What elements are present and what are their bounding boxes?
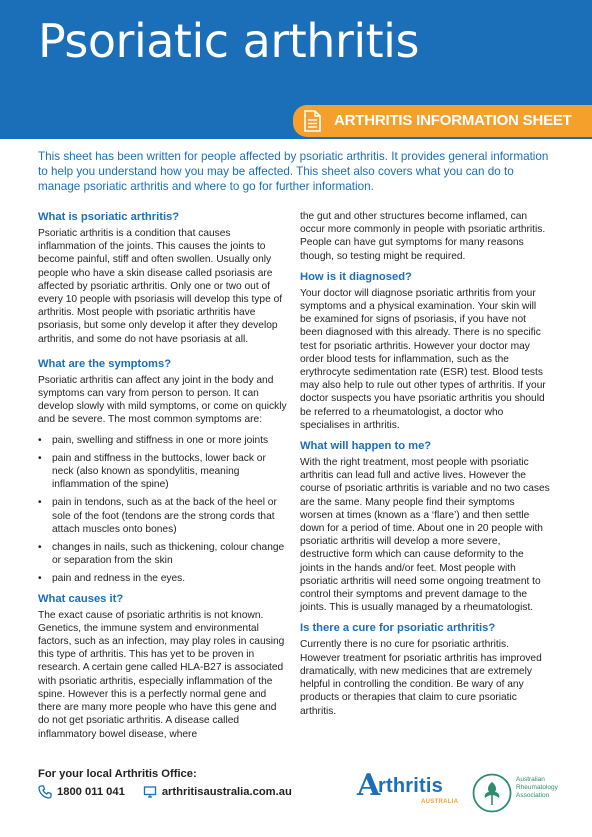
section-body-cure: Currently there is no cure for psoriatic arthritis. However treatment for psoriatic arthritis has improved dramatically, with new medicines that are extremely helpful in controlling the condition. Be wary of any products or therapies that claim to cure psoriatic arthritis. xyxy=(300,639,542,717)
list-item: • pain and redness in the eyes. xyxy=(38,572,288,585)
intro-paragraph: This sheet has been written for people affected by psoriatic arthritis. It provides general information to help you understand how you may be affected. This sheet also covers what you can do to manage psoriatic arthritis and where to go for further information. xyxy=(38,150,549,193)
section-heading-diagnosis: How is it diagnosed? xyxy=(300,270,412,283)
website-link[interactable]: arthritisaustralia.com.au xyxy=(161,786,292,798)
list-item: • pain, swelling and stiffness in one or more joints xyxy=(38,434,288,447)
left-column xyxy=(38,210,288,748)
info-sheet-tag xyxy=(293,105,592,137)
logo-subtitle: AUSTRALIA xyxy=(421,799,459,805)
phone-icon xyxy=(38,785,52,799)
tag-label: ARTHRITIS INFORMATION SHEET xyxy=(334,112,572,129)
section-body-diagnosis: Your doctor will diagnose psoriatic arthritis from your symptoms and a physical examination. Your skin will be examined for signs of psoriasis, if you have not been diagnosed with this already. There is no specific test for psoriatic arthritis. However your doctor may order blood tests for inflammation, such as the erythrocyte sedimentation rate (ESR) test. Blood tests may also help to rule out other types of arthritis. If your doctor suspects you have psoriatic arthritis you should be referred to a rheumatologist, a doctor who specialises in arthritis. xyxy=(300,287,546,431)
arthritis-australia-logo xyxy=(357,768,463,808)
symptom-list xyxy=(38,434,288,586)
section-body-symptoms: Psoriatic arthritis can affect any joint in the body and symptoms can vary from person to person. It can develop slowly with mild symptoms, or come on quickly and be severe. The most common symptoms are: xyxy=(38,374,287,426)
section-heading-symptoms: What are the symptoms? xyxy=(38,357,172,370)
header-banner xyxy=(0,0,592,139)
section-body-causes: The exact cause of psoriatic arthritis is not known. Genetics, the immune system and environmental factors, such as an infection, may play roles in causing this type of arthritis. This has yet to be proven in research. A certain gene called HLA-B27 is associated with psoriatic arthritis, especially inflammation of the spine. However this is a perfectly normal gene and there are many more people who have this gene and do not get psoriatic arthritis. A disease called inflammatory bowel disease, where xyxy=(38,609,285,740)
logo-word: rthritis xyxy=(378,775,443,797)
list-item: • pain in tendons, such as at the back of the heel or sole of the foot (tendons are the strong cords that attach muscles onto bones) xyxy=(38,496,288,536)
section-body-outlook: With the right treatment, most people with psoriatic arthritis can lead full and active lives. However the course of psoriatic arthritis is variable and no two cases are the same. Many people find their symptoms worsen at times (known as a ‘flare’) and then settle down for a period of time. About one in 20 people with psoriatic arthritis will develop a more severe, destructive form which can cause deformity to the joints in the hands and/or feet. Most people with psoriatic arthritis will need some ongoing treatment to control their symptoms and prevent damage to the joints. This is usually managed by a rheumatologist. xyxy=(300,457,550,614)
logo-letter: A xyxy=(357,768,381,803)
phone-number[interactable]: 1800 011 041 xyxy=(57,786,125,798)
ara-logo-icon xyxy=(472,773,512,813)
footer-contacts xyxy=(38,784,310,800)
footer-label: For your local Arthritis Office: xyxy=(38,768,197,780)
section-body-what-is: Psoriatic arthritis is a condition that causes inflammation of the joints. This causes the joints to become painful, stiff and often swollen. Usually only people who have a skin disease called psoriasis are affected by psoriatic arthritis. Only one or two out of every 10 people with psoriasis will develop this type of arthritis. Most people with psoriatic arthritis have psoriasis, but some only develop it after they develop arthritis, and some do not have psoriasis at all. xyxy=(38,228,283,345)
list-item: • pain and stiffness in the buttocks, lower back or neck (also known as spondylitis, meaning inflammation of the spine) xyxy=(38,452,288,492)
section-body-causes-continued: the gut and other structures become inflamed, can occur more commonly in people with psoriatic arthritis. People can have gut symptoms for many reasons though, so testing might be required. xyxy=(300,211,546,262)
computer-icon xyxy=(143,785,157,799)
right-column xyxy=(300,210,550,725)
section-heading-what-is: What is psoriatic arthritis? xyxy=(38,211,180,223)
section-heading-outlook: What will happen to me? xyxy=(300,440,432,453)
page-title: Psoriatic arthritis xyxy=(38,14,419,68)
section-heading-cure: Is there a cure for psoriatic arthritis? xyxy=(300,622,496,635)
section-heading-causes: What causes it? xyxy=(38,592,124,605)
list-item: • changes in nails, such as thickening, colour change or separation from the skin xyxy=(38,541,288,567)
ara-logo-text: Australian Rheumatology Association xyxy=(516,776,558,799)
document-icon xyxy=(303,110,322,132)
